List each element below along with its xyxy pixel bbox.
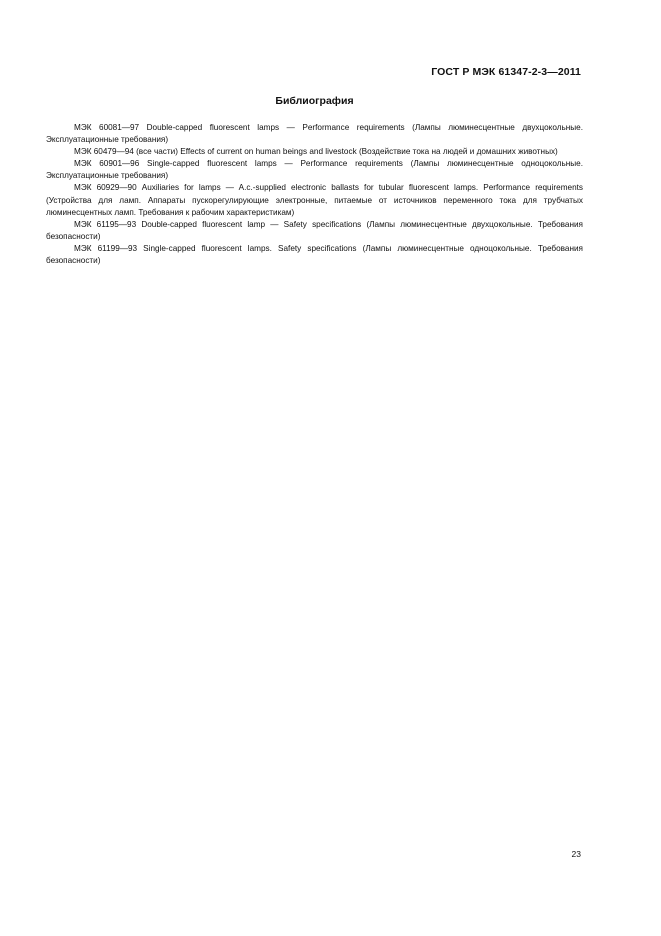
bibliography-title: Библиография (275, 95, 354, 107)
bibliography-entry: МЭК 60901—96 Single-capped fluorescent lamps — Performance requirements (Лампы люминесцентные одноцокольные. Эксплуатационные требования) (46, 159, 583, 181)
bibliography-list (46, 122, 583, 267)
bibliography-entry: МЭК 61195—93 Double-capped fluorescent lamp — Safety specifications (Лампы люминесцентные двухцокольные. Требования безопасности) (46, 219, 583, 241)
bibliography-entry: МЭК 60479—94 (все части) Effects of current on human beings and livestock (Воздействие тока на людей и домашних животных) (74, 147, 558, 157)
bibliography-entry: МЭК 60929—90 Auxiliaries for lamps — A.c.-supplied electronic ballasts for tubular fluorescent lamps. Performance requirements (Устройства для ламп. Аппараты пускорегулирующие электронные, питаемые от источников переменного тока для трубчатых люминесцентных ламп. Требования к рабочим характеристикам) (46, 183, 583, 217)
bibliography-entry: МЭК 61199—93 Single-capped fluorescent lamps. Safety specifications (Лампы люминесцентные одноцокольные. Требования безопасности) (46, 243, 583, 266)
page-number: 23 (571, 849, 581, 859)
bibliography-entry: МЭК 60081—97 Double-capped fluorescent lamps — Performance requirements (Лампы люминесцентные двухцокольные. Эксплуатационные требования) (46, 123, 583, 145)
standard-code-header: ГОСТ Р МЭК 61347-2-3—2011 (431, 66, 581, 78)
